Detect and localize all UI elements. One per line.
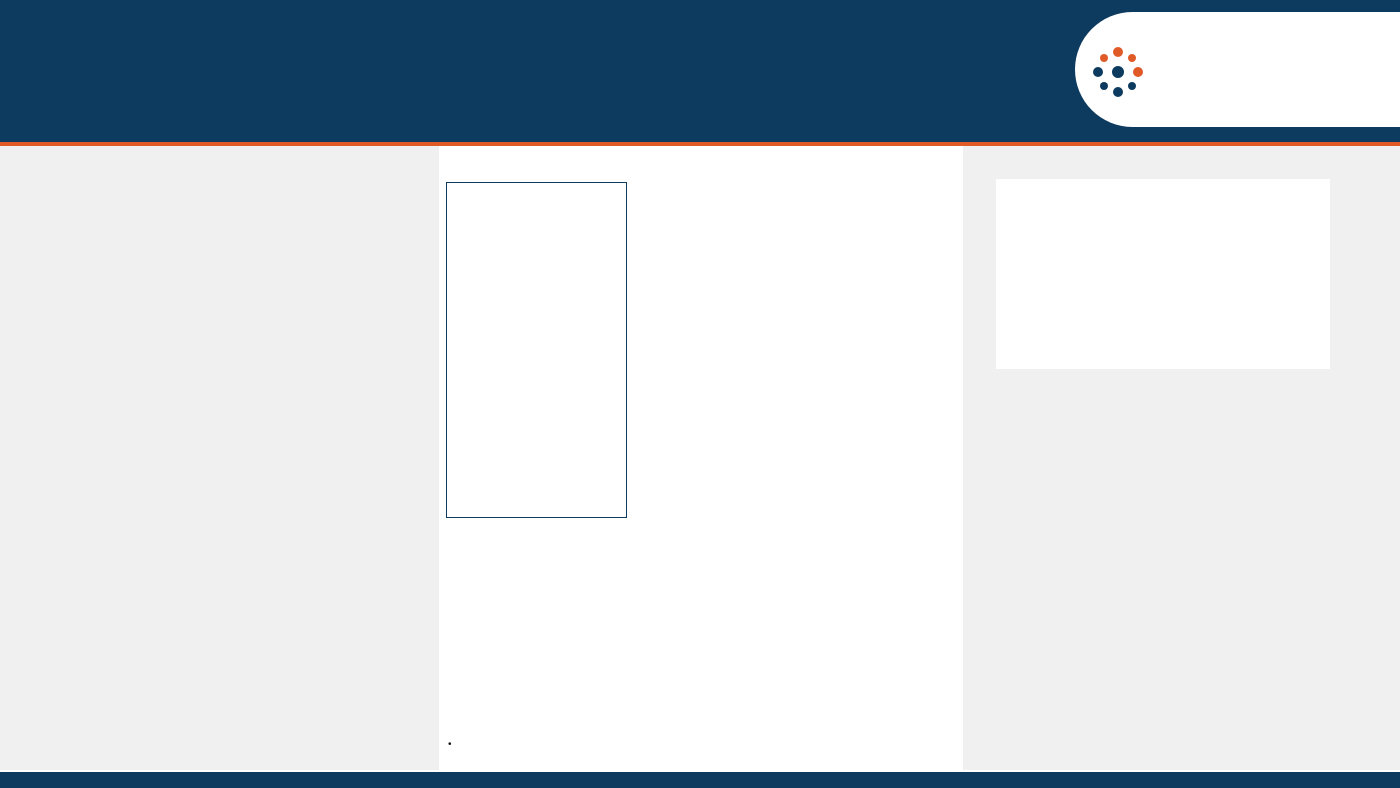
footer-bar: [0, 772, 1400, 788]
acknowledgements: [972, 727, 1390, 737]
forest-plot: [996, 179, 1330, 369]
consort-flowchart: [446, 182, 627, 518]
logo-mark-icon: [1090, 44, 1146, 100]
left-panel: [0, 146, 439, 770]
